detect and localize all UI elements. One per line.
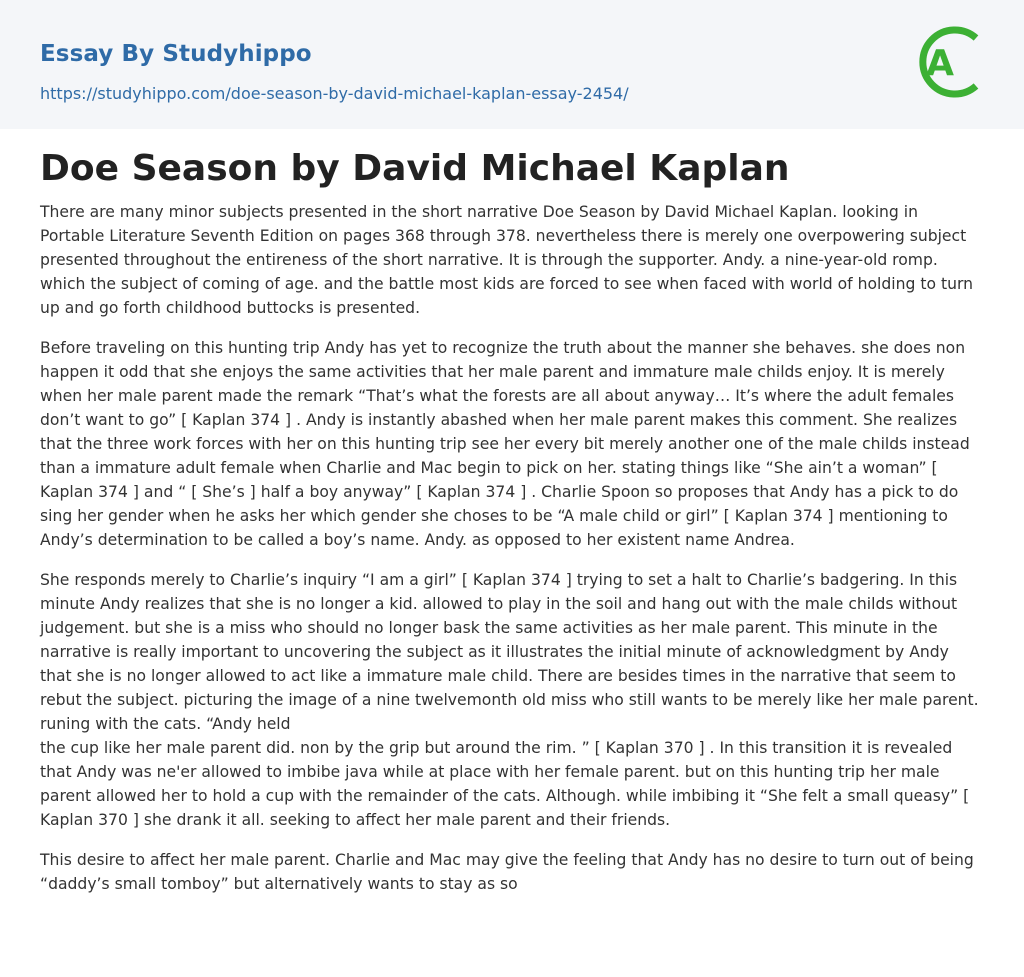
paragraph: the cup like her male parent did. non by the grip but around the rim. ” [ Kaplan 370 ] . In this transition it is revealed that Andy was ne'er allowed to imbibe java while at place with her female parent. but on this hunting trip her male parent allowed her to hold a cup with the remainder of the cats. Although. while imbibing it “She felt a small queasy” [ Kaplan 370 ] she drank it all. seeking to affect her male parent and their friends. (40, 739, 970, 829)
paragraph: This desire to affect her male parent. Charlie and Mac may give the feeling that Andy has no desire to turn out of being “daddy’s small tomboy” but alternatively wants to stay as so (40, 851, 974, 893)
paragraph: Before traveling on this hunting trip Andy has yet to recognize the truth about the manner she behaves. she does non happen it odd that she enjoys the same activities that her male parent and immature male childs enjoy. It is merely when her male parent made the remark “That’s what the forests are all about anyway… It’s where the adult females don’t want to go” [ Kaplan 374 ] . Andy is instantly abashed when her male parent makes this comment. She realizes that the three work forces with her on this hunting trip see her every bit merely another one of the male childs instead than a immature adult female when Charlie and Mac begin to pick on her. stating things like “She ain’t a woman” [ Kaplan 374 ] and “ [ She’s ] half a boy anyway” [ Kaplan 374 ] . Charlie Spoon so proposes that Andy has a pick to do sing her gender when he asks her which gender she choses to be “A male child or girl” [ Kaplan 374 ] mentioning to Andy’s determination to be called a boy’s name. Andy. as opposed to her existent name Andrea. (40, 339, 970, 549)
logo-letter: A (926, 43, 954, 84)
site-title[interactable]: Essay By Studyhippo (40, 41, 312, 67)
studyhippo-logo-icon[interactable] (912, 19, 986, 105)
paragraph: There are many minor subjects presented in the short narrative Doe Season by David Michael Kaplan. looking in Portable Literature Seventh Edition on pages 368 through 378. nevertheless there is merely one overpowering subject presented throughout the entireness of the short narrative. It is through the supporter. Andy. a nine-year-old romp. which the subject of coming of age. and the battle most kids are forced to see when faced with world of holding to turn up and go forth childhood buttocks is presented. (40, 203, 973, 317)
essay-body (40, 200, 984, 912)
source-url-link[interactable]: https://studyhippo.com/doe-season-by-david-michael-kaplan-essay-2454/ (40, 84, 629, 103)
paragraph: She responds merely to Charlie’s inquiry “I am a girl” [ Kaplan 374 ] trying to set a halt to Charlie’s badgering. In this minute Andy realizes that she is no longer a kid. allowed to play in the soil and hang out with the male childs without judgement. but she is a miss who should no longer bask the same activities as her male parent. This minute in the narrative is really important to uncovering the subject as it illustrates the initial minute of acknowledgment by Andy that she is no longer allowed to act like a immature male child. There are besides times in the narrative that seem to rebut the subject. picturing the image of a nine twelvemonth old miss who still wants to be merely like her male parent. runing with the cats. “Andy held (40, 571, 979, 733)
page-title: Doe Season by David Michael Kaplan (40, 148, 790, 189)
